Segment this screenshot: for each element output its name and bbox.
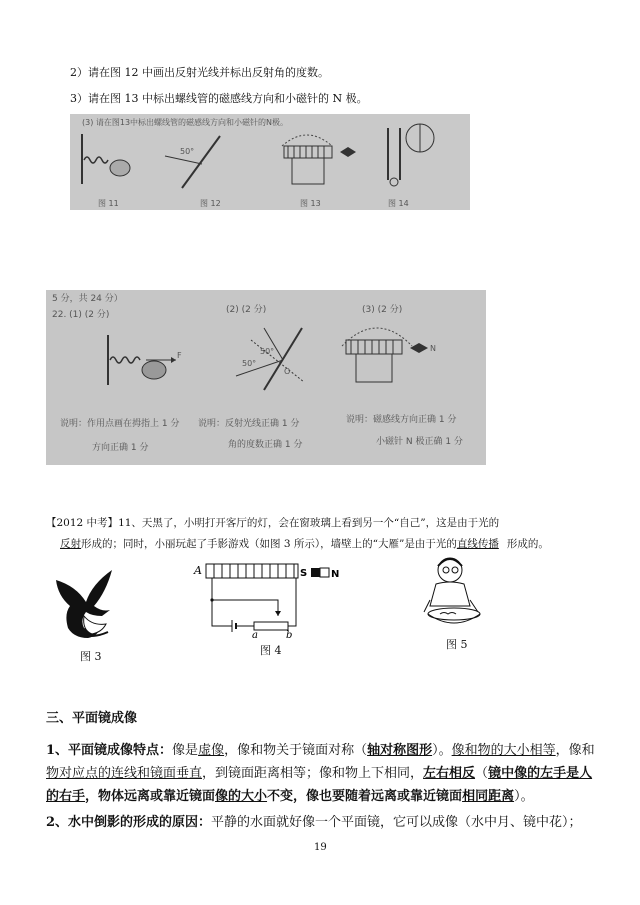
figure-photo-11-14 bbox=[70, 114, 470, 210]
figure-3 bbox=[46, 566, 136, 666]
figure-4-label-s: S bbox=[300, 568, 308, 579]
photo2-note3-b: 小磁针 N 极正确 1 分 bbox=[376, 437, 463, 447]
p1-t8: 不变，像也要随着远离或靠近镜面 bbox=[267, 789, 463, 804]
question-11-text2: 形成的；同时，小丽玩起了手影游戏（如图 3 所示），墙壁上的“大雁”是由于光的 bbox=[81, 538, 457, 550]
photo1-header: (3) 请在图13中标出螺线管的磁感线方向和小磁针的N极。 bbox=[82, 118, 289, 127]
figure-4-caption: 图 4 bbox=[260, 644, 282, 657]
photo2-o-label: O bbox=[284, 367, 291, 376]
photo2-note1-b: 方向正确 1 分 bbox=[92, 443, 149, 453]
p2-lead: 2、水中倒影的形成的原因： bbox=[46, 815, 212, 830]
answer-key-photo bbox=[46, 290, 486, 465]
p1-t4: ，像和 bbox=[555, 743, 595, 758]
figure-3-caption: 图 3 bbox=[80, 650, 102, 663]
photo2-note3-a: 说明：磁感线方向正确 1 分 bbox=[346, 415, 457, 425]
p1-u2: 轴对称图形 bbox=[367, 743, 433, 758]
photo2-angle-a: 50° bbox=[260, 347, 275, 356]
photo2-note2-b: 角的度数正确 1 分 bbox=[228, 440, 303, 450]
p1-u3: 像和物的大小相等 bbox=[451, 743, 556, 758]
p1-u5: 左右相反 bbox=[423, 766, 476, 781]
figure-4-label-a: A bbox=[194, 564, 202, 577]
photo2-part3: (3) (2 分) bbox=[362, 305, 403, 315]
photo1-caption-13: 图 13 bbox=[300, 199, 321, 208]
question-2: 2）请在图 12 中画出反射光线并标出反射角的度数。 bbox=[70, 66, 329, 79]
photo2-f-label: F bbox=[177, 351, 182, 360]
p1-u9: 相同距离 bbox=[462, 789, 515, 804]
photo1-caption-12: 图 12 bbox=[200, 199, 221, 208]
question-11-text3: 形成的。 bbox=[506, 538, 549, 550]
photo2-part1: 22. (1) (2 分) bbox=[52, 310, 110, 320]
question-11-tag: 【2012 中考】 bbox=[46, 517, 119, 529]
paragraph-2 bbox=[46, 812, 626, 833]
question-11-line2 bbox=[46, 534, 626, 555]
photo2-note2-a: 说明：反射光线正确 1 分 bbox=[198, 419, 300, 429]
paragraph-1-line1 bbox=[46, 740, 626, 761]
p2-text: 平静的水面就好像一个平面镜，它可以成像（水中月、镜中花）； bbox=[211, 815, 582, 830]
photo2-part2: (2) (2 分) bbox=[226, 305, 267, 315]
p1-t2: ，像和物关于镜面对称（ bbox=[224, 743, 368, 758]
p1-t1: 像是 bbox=[172, 743, 199, 758]
figure-5-caption: 图 5 bbox=[446, 638, 468, 651]
section-title: 三、平面镜成像 bbox=[46, 711, 138, 726]
p1-u7: 的右手 bbox=[46, 789, 86, 804]
figure-5 bbox=[410, 550, 500, 650]
p1-u1: 虚像 bbox=[198, 743, 225, 758]
photo1-caption-14: 图 14 bbox=[388, 199, 409, 208]
p1-t7: ，物体远离或靠近镜面 bbox=[85, 789, 216, 804]
photo2-note1-a: 说明：作用点画在拇指上 1 分 bbox=[60, 419, 180, 429]
question-11 bbox=[46, 513, 626, 555]
figure-4 bbox=[192, 560, 352, 660]
p1-u6: 镜中像的左手是人 bbox=[488, 766, 593, 781]
p1-u4: 物对应点的连线和镜面垂直 bbox=[46, 766, 203, 781]
figure-4-label-n: N bbox=[331, 569, 340, 580]
page-number: 19 bbox=[314, 842, 327, 853]
question-11-answer2: 直线传播 bbox=[456, 538, 499, 550]
paragraph-1-line3 bbox=[46, 786, 626, 807]
p1-u8: 像的大小 bbox=[215, 789, 268, 804]
photo2-n-label: N bbox=[430, 344, 436, 353]
photo2-top-line: 5 分，共 24 分） bbox=[52, 294, 123, 304]
paragraph-1-line2 bbox=[46, 763, 626, 784]
question-11-text1: 11、天黑了，小明打开客厅的灯，会在窗玻璃上看到另一个“自己”，这是由于光的 bbox=[118, 517, 500, 529]
question-11-answer1: 反射 bbox=[60, 538, 81, 550]
photo1-caption-11: 图 11 bbox=[98, 199, 119, 208]
p1-lead: 1、平面镜成像特点： bbox=[46, 743, 173, 758]
question-11-line1 bbox=[46, 513, 626, 534]
figure-4-label-a-small: a bbox=[252, 630, 258, 640]
p1-t3: ）。 bbox=[432, 743, 452, 758]
p1-t9: ）。 bbox=[514, 789, 534, 804]
photo2-angle-b: 50° bbox=[242, 359, 257, 368]
figure-4-label-b-small: b bbox=[286, 630, 293, 640]
p1-t5: ，到镜面距离相等；像和物上下相同， bbox=[202, 766, 424, 781]
p1-t6: （ bbox=[475, 766, 489, 781]
question-3: 3）请在图 13 中标出螺线管的磁感线方向和小磁针的 N 极。 bbox=[70, 92, 368, 105]
paragraph-1 bbox=[46, 740, 626, 807]
photo1-angle: 50° bbox=[180, 147, 195, 156]
